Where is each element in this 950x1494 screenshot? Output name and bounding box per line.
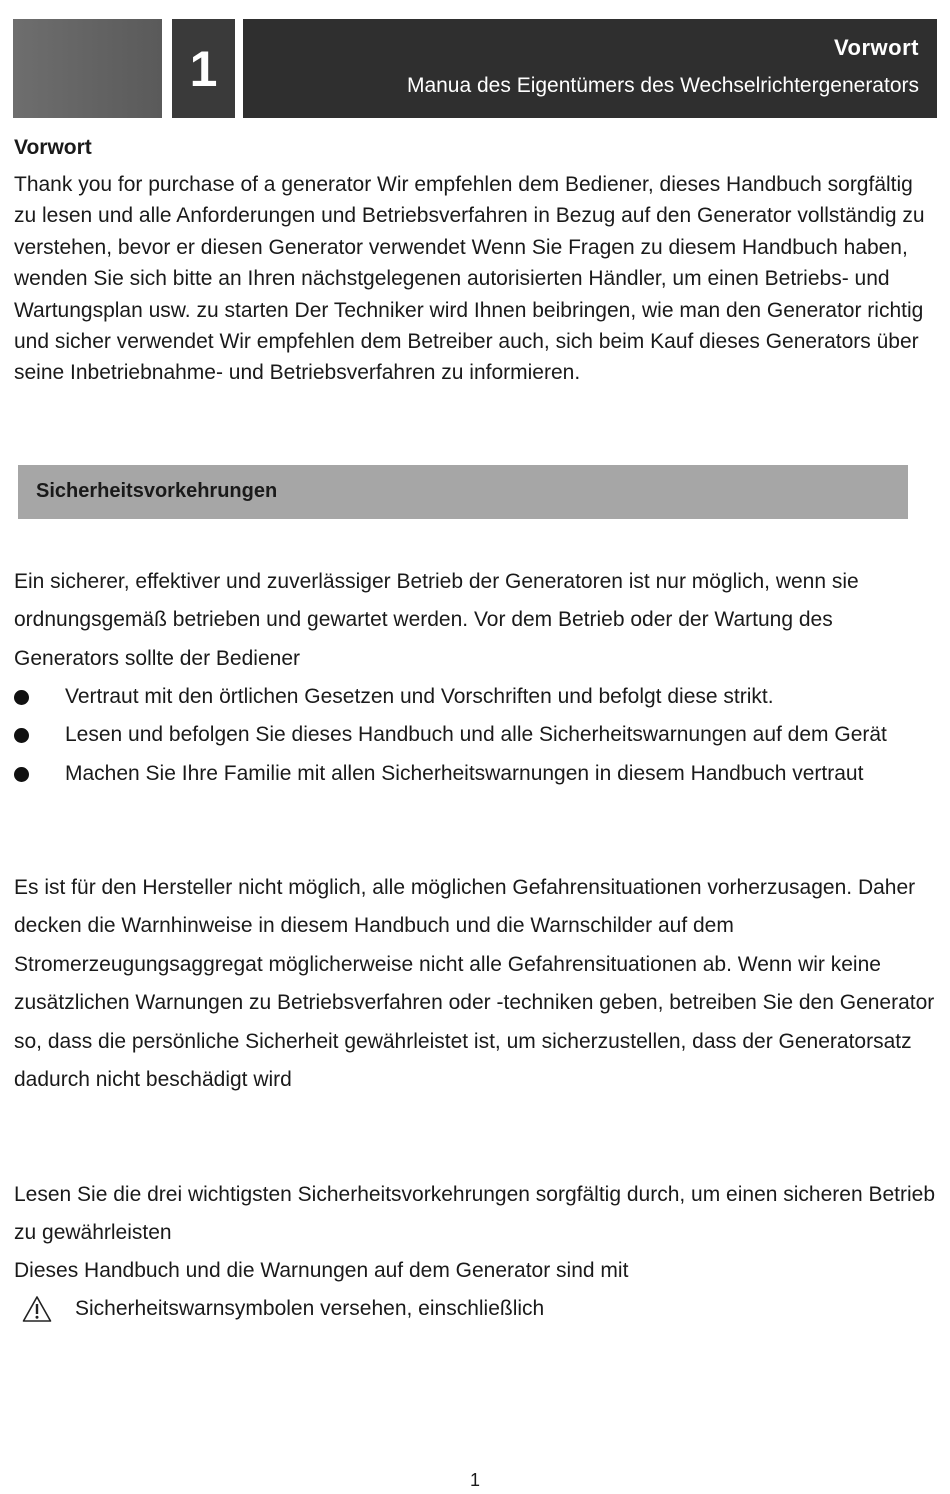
list-item <box>14 716 942 754</box>
chapter-number: 1 <box>172 19 235 118</box>
bullet-dot-icon <box>14 728 29 743</box>
foreword-heading: Vorwort <box>14 136 92 159</box>
list-item <box>14 755 942 793</box>
page-number: 1 <box>469 1470 480 1490</box>
header-title-block <box>243 19 937 118</box>
header-decor-block <box>13 19 162 118</box>
list-item-text: Lesen und befolgen Sie dieses Handbuch und alle Sicherheitswarnungen auf dem Gerät <box>65 723 887 747</box>
safety-paragraph-4: Dieses Handbuch und die Warnungen auf dem Generator sind mit <box>14 1259 629 1282</box>
foreword-text: Thank you for purchase of a generator Wir empfehlen dem Bediener, dieses Handbuch sorgfältig zu lesen und alle Anforderungen und Betriebsverfahren in Bezug auf den Generator vollständig zu verstehen, bevor er diesen Generator verwendet Wenn Sie Fragen zu diesem Handbuch haben, wenden Sie sich bitte an Ihren nächstgelegenen autorisierten Händler, um einen Betriebs- und Wartungsplan usw. zu starten Der Techniker wird Ihnen beibringen, wie man den Generator richtig und sicher verwendet Wir empfehlen dem Betreiber auch, sich beim Kauf dieses Generators über seine Inbetriebnahme- und Betriebsverfahren zu informieren. <box>14 173 925 385</box>
list-item-text: Machen Sie Ihre Familie mit allen Sicherheitswarnungen in diesem Handbuch vertraut <box>65 761 864 785</box>
warning-triangle-icon <box>22 1295 52 1323</box>
list-item <box>14 678 942 716</box>
list-item-text: Vertraut mit den örtlichen Gesetzen und Vorschriften und befolgt diese strikt. <box>65 685 774 708</box>
bullet-dot-icon <box>14 767 29 782</box>
safety-banner <box>18 465 908 519</box>
safety-banner-label: Sicherheitsvorkehrungen <box>36 480 278 502</box>
header-subtitle: Manua des Eigentümers des Wechselrichtergenerators <box>406 74 919 97</box>
safety-paragraph-3: Lesen Sie die drei wichtigsten Sicherheitsvorkehrungen sorgfältig durch, um einen sicheren Betrieb zu gewährleisten <box>14 1183 936 1245</box>
warning-line-text: Sicherheitswarnsymbolen versehen, einschließlich <box>75 1297 545 1320</box>
header-title: Vorwort <box>834 35 919 60</box>
bullet-dot-icon <box>14 690 29 705</box>
safety-paragraph-1: Ein sicherer, effektiver und zuverlässiger Betrieb der Generatoren ist nur möglich, wenn sie ordnungsgemäß betrieben und gewartet werden. Vor dem Betrieb oder der Wartung des Generators sollte der Bediener <box>14 570 859 670</box>
safety-paragraph-2: Es ist für den Hersteller nicht möglich, alle möglichen Gefahrensituationen vorherzusagen. Daher decken die Warnhinweise in diesem Handbuch und die Warnschilder auf dem Stromerzeugungsaggregat möglicherweise nicht alle Gefahrensituationen ab. Wenn wir keine zusätzlichen Warnungen zu Betriebsverfahren oder -techniken geben, betreiben Sie den Generator so, dass die persönliche Sicherheit gewährleistet ist, um sicherzustellen, dass der Generatorsatz dadurch nicht beschädigt wird <box>14 876 935 1092</box>
safety-bullet-list <box>14 678 942 793</box>
